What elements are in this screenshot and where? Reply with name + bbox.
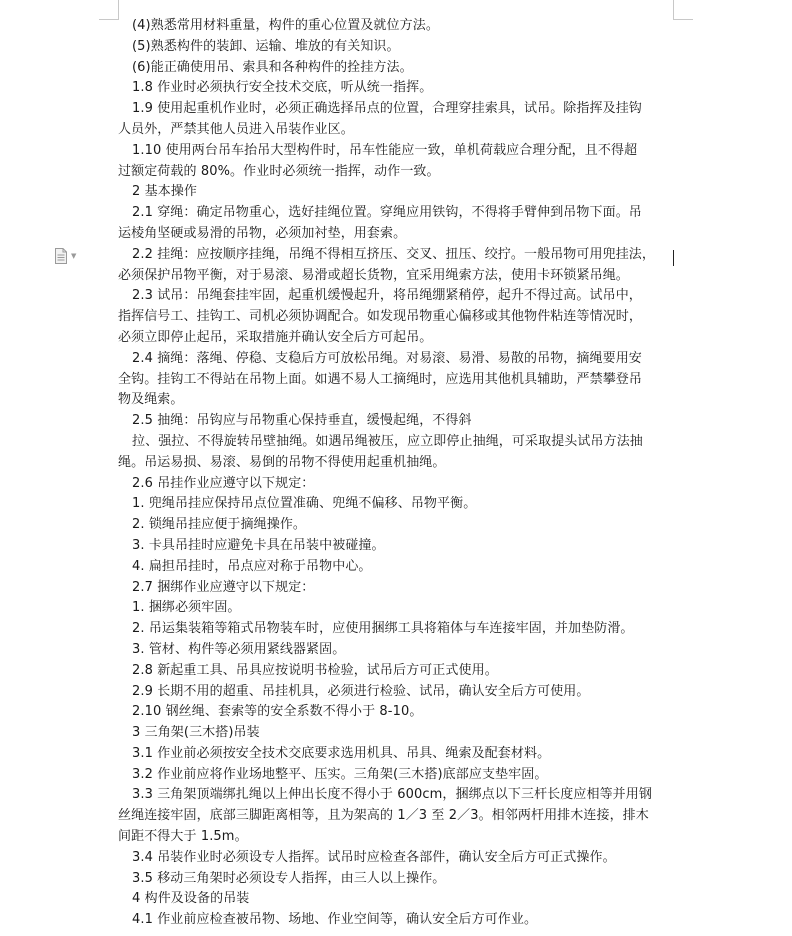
text-line: 物及绳索。 xyxy=(118,392,184,408)
text-line: 1. 捆绑必须牢固。 xyxy=(132,600,241,616)
text-line: 3.4 吊装作业时必须设专人指挥。试吊时应检查各部件，确认安全后方可正式操作。 xyxy=(132,849,616,865)
text-line: 2.6 吊挂作业应遵守以下规定： xyxy=(132,475,315,491)
text-line: 运棱角坚硬或易滑的吊物，必须加衬垫，用套索。 xyxy=(118,225,407,241)
text-line: 2.8 新起重工具、吊具应按说明书检验，试吊后方可正式使用。 xyxy=(132,662,498,678)
document-icon xyxy=(54,248,68,264)
text-line: 3.3 三角架顶端绑扎绳以上伸出长度不得小于 600cm，捆绑点以下三杆长度应相等并用钢 xyxy=(132,787,652,803)
text-line: 1. 兜绳吊挂应保持吊点位置准确、兜绳不偏移、吊物平衡。 xyxy=(132,496,477,512)
chevron-down-icon: ▼ xyxy=(71,251,77,260)
text-line: 2.4 摘绳：落绳、停稳、支稳后方可放松吊绳。对易滚、易滑、易散的吊物，摘绳要用安 xyxy=(132,350,642,366)
text-line: 2.9 长期不用的超重、吊挂机具，必须进行检验、试吊，确认安全后方可使用。 xyxy=(132,683,590,699)
text-line: 4. 扁担吊挂时，吊点应对称于吊物中心。 xyxy=(132,558,372,574)
text-line: 2. 吊运集装箱等箱式吊物装车时，应使用捆绑工具将箱体与车连接牢固，并加垫防滑。 xyxy=(132,621,634,637)
text-line: (6)能正确使用吊、索具和各种构件的拴挂方法。 xyxy=(132,59,413,75)
text-line: 1.10 使用两台吊车抬吊大型构件时，吊车性能应一致，单机荷载应合理分配，且不得超 xyxy=(132,142,638,158)
text-line: 2.7 捆绑作业应遵守以下规定： xyxy=(132,579,315,595)
text-line: (5)熟悉构件的装卸、运输、堆放的有关知识。 xyxy=(132,38,400,54)
text-line: 2.10 钢丝绳、套索等的安全系数不得小于 8-10。 xyxy=(132,704,423,720)
text-line: (4)熟悉常用材料重量，构件的重心位置及就位方法。 xyxy=(132,18,439,33)
text-line: 丝绳连接牢固，底部三脚距离相等，且为架高的 1／3 至 2／3。相邻两杆用排木连接，排木 xyxy=(118,808,649,824)
text-line: 必须立即停止起吊，采取措施并确认安全后方可起吊。 xyxy=(118,329,433,345)
text-line: 3 三角架(三木搭)吊装 xyxy=(132,725,260,741)
text-line: 3. 管材、构件等必须用紧线器紧固。 xyxy=(132,641,346,657)
text-line: 拉、强拉、不得旋转吊壁抽绳。如遇吊绳被压，应立即停止抽绳，可采取提头试吊方法抽 xyxy=(132,433,643,449)
text-line: 全钩。挂钩工不得站在吊物上面。如遇不易人工摘绳时，应选用其他机具辅助，严禁攀登吊 xyxy=(118,371,643,387)
text-line: 2.5 抽绳：吊钩应与吊物重心保持垂直，缓慢起绳，不得斜 xyxy=(132,413,472,429)
text-line: 指挥信号工、挂钩工、司机必须协调配合。如发现吊物重心偏移或其他物件粘连等情况时， xyxy=(118,309,643,325)
text-line: 过额定荷载的 80%。作业时必须统一指挥，动作一致。 xyxy=(118,163,440,179)
text-line: 绳。吊运易损、易滚、易倒的吊物不得使用起重机抽绳。 xyxy=(118,454,446,470)
text-line: 2.3 试吊：吊绳套挂牢固，起重机缓慢起升，将吊绳绷紧稍停，起升不得过高。试吊中， xyxy=(132,288,642,304)
text-line: 2.2 挂绳：应按顺序挂绳，吊绳不得相互挤压、交叉、扭压、绞拧。一般吊物可用兜挂法， xyxy=(132,246,656,262)
crop-mark-top-left-horizontal xyxy=(99,19,119,20)
document-body[interactable] xyxy=(118,16,678,931)
text-line: 3.2 作业前应将作业场地整平、压实。三角架(三木搭)底部应支垫牢固。 xyxy=(132,766,548,782)
paragraph-options-icon[interactable] xyxy=(54,248,80,264)
text-line: 2 基本操作 xyxy=(132,184,198,200)
text-line: 人员外，严禁其他人员进入吊装作业区。 xyxy=(118,121,354,137)
text-line: 4 构件及设备的吊装 xyxy=(132,891,250,907)
text-line: 4.1 作业前应检查被吊物、场地、作业空间等，确认安全后方可作业。 xyxy=(132,912,538,928)
text-line: 1.9 使用起重机作业时，必须正确选择吊点的位置，合理穿挂索具，试吊。除指挥及挂钩 xyxy=(132,101,642,117)
text-line: 必须保护吊物平衡，对于易滚、易滑或超长货物，宜采用绳索方法，使用卡环锁紧吊绳。 xyxy=(118,267,629,283)
text-line: 2. 锁绳吊挂应便于摘绳操作。 xyxy=(132,517,307,533)
text-line: 2.1 穿绳：确定吊物重心，选好挂绳位置。穿绳应用铁钩，不得将手臂伸到吊物下面。吊 xyxy=(132,205,642,221)
text-line: 3. 卡具吊挂时应避免卡具在吊装中被碰撞。 xyxy=(132,537,385,553)
text-line: 间距不得大于 1.5m。 xyxy=(118,829,248,845)
text-line: 1.8 作业时必须执行安全技术交底，听从统一指挥。 xyxy=(132,80,433,96)
text-line: 3.5 移动三角架时必须设专人指挥，由三人以上操作。 xyxy=(132,870,446,886)
text-line: 3.1 作业前必须按安全技术交底要求选用机具、吊具、绳索及配套材料。 xyxy=(132,745,551,761)
